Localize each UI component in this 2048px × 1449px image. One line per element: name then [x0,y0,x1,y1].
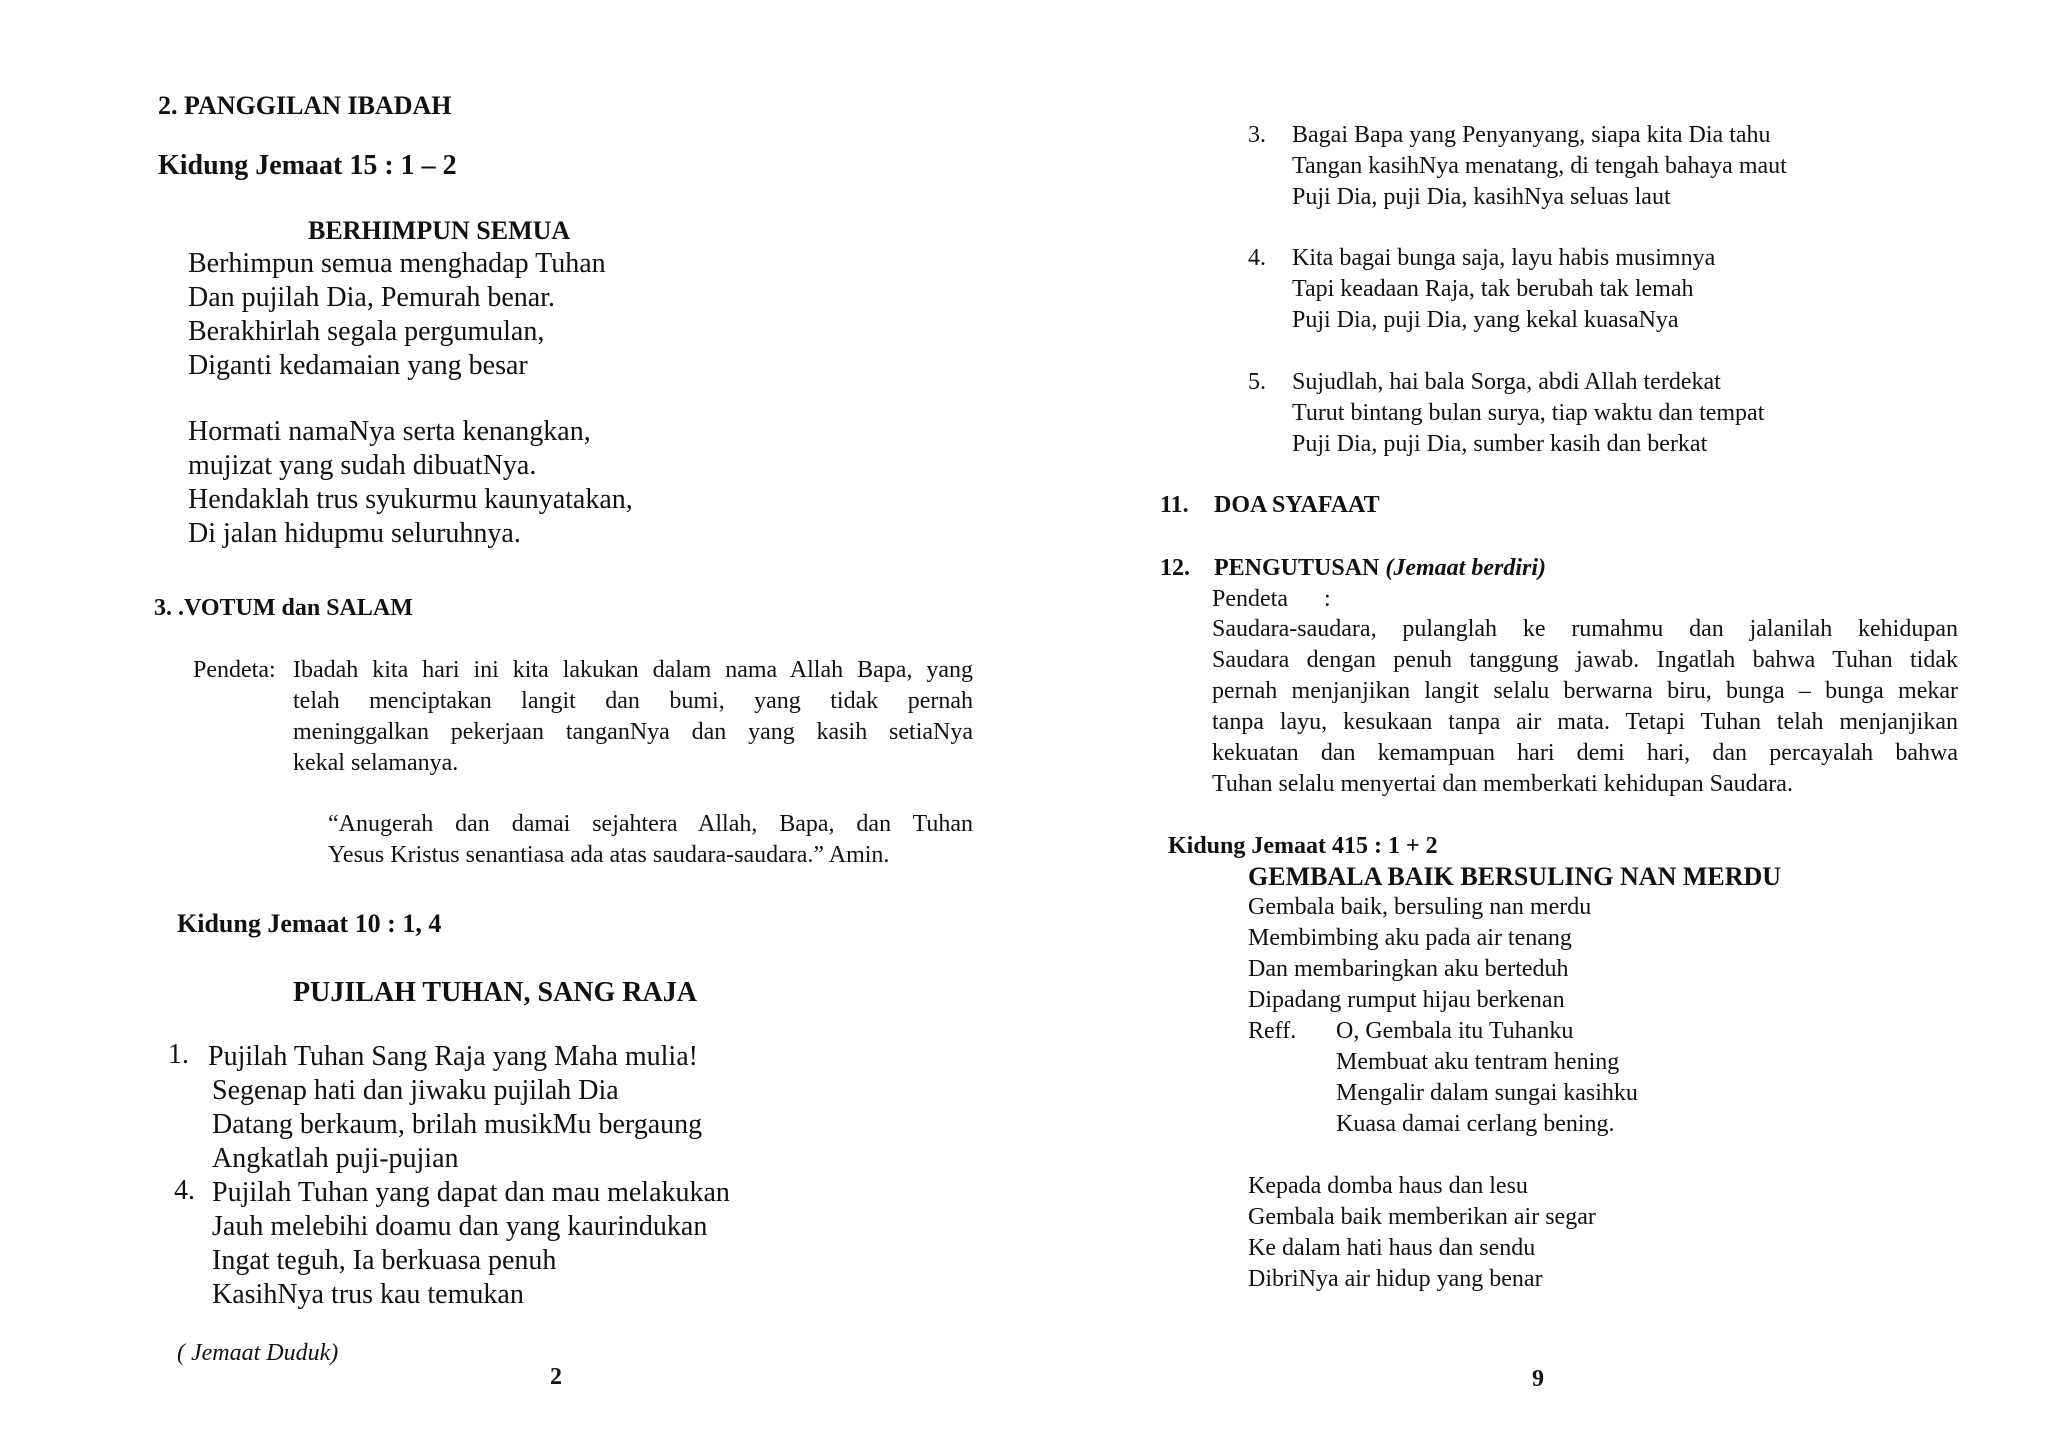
section-12-number: 12. [1160,555,1190,581]
kj10-reference: Kidung Jemaat 10 : 1, 4 [177,909,442,938]
lyric-line: O, Gembala itu Tuhanku [1336,1018,1574,1044]
section-2-heading: 2. PANGGILAN IBADAH [158,91,452,120]
pengutusan-line: Saudara dengan penuh tanggung jawab. Ingatlah bahwa Tuhan tidak [1212,647,1958,673]
lyric-line: Mengalir dalam sungai kasihku [1336,1080,1638,1106]
kj15-reference: Kidung Jemaat 15 : 1 – 2 [158,150,457,181]
salam-line: Yesus Kristus senantiasa ada atas saudara-saudara.” Amin. [328,842,890,868]
section-12-note: (Jemaat berdiri) [1385,555,1546,581]
kj415-verse-1 [1248,892,1591,1016]
kj415-verse-2 [1248,1171,1596,1295]
reff-label: Reff. [1248,1018,1297,1044]
kj10-verse-1-number: 1. [168,1039,189,1070]
lyric-line: Kuasa damai cerlang bening. [1336,1111,1615,1137]
lyric-line: Segenap hati dan jiwaku pujilah Dia [212,1075,619,1106]
section-12-heading [1214,553,1546,584]
salam-line: “Anugerah dan damai sejahtera Allah, Bapa, dan Tuhan [328,811,973,837]
jemaat-duduk-note: ( Jemaat Duduk) [177,1340,339,1366]
lyric-line: Di jalan hidupmu seluruhnya. [188,518,521,549]
kj10-verse-1 [208,1040,702,1176]
pendeta-label: Pendeta [1212,586,1288,612]
lyric-line: Angkatlah puji-pujian [212,1143,459,1174]
lyric-line: Gembala baik, bersuling nan merdu [1248,894,1592,920]
section-11-heading: DOA SYAFAAT [1214,492,1380,518]
pendeta-colon: : [1323,586,1331,612]
pengutusan-text [1212,614,1958,800]
lyric-line: Pujilah Tuhan yang dapat dan mau melakukan [212,1177,730,1208]
lyric-line: Kita bagai bunga saja, layu habis musimnya [1292,245,1716,271]
kj15-verse-2 [188,415,633,551]
kj15-song-title: BERHIMPUN SEMUA [308,216,571,245]
lyric-line: DibriNya air hidup yang benar [1248,1266,1543,1292]
kj10-verse-4 [212,1176,730,1312]
verse-4-number: 4. [1248,245,1266,271]
lyric-line: Membimbing aku pada air tenang [1248,925,1572,951]
verse-5-number: 5. [1248,369,1266,395]
votum-line: Ibadah kita hari ini kita lakukan dalam nama Allah Bapa, yang [293,657,973,683]
page-number-right: 9 [1532,1366,1544,1392]
pengutusan-line: kekuatan dan kemampuan hari demi hari, dan percayalah bahwa [1212,740,1958,766]
lyric-line: Membuat aku tentram hening [1336,1049,1620,1075]
kj10-verse-4-number: 4. [174,1175,195,1206]
lyric-line: Diganti kedamaian yang besar [188,350,528,381]
verse-4 [1292,243,1715,336]
lyric-line: Kepada domba haus dan lesu [1248,1173,1528,1199]
lyric-line: Hormati namaNya serta kenangkan, [188,416,591,447]
kj415-song-title: GEMBALA BAIK BERSULING NAN MERDU [1248,862,1782,891]
pengutusan-speaker [1212,584,1331,615]
lyric-line: Datang berkaum, brilah musikMu bergaung [212,1109,703,1140]
lyric-line: Tangan kasihNya menatang, di tengah bahaya maut [1292,153,1787,179]
votum-line: meninggalkan pekerjaan tanganNya dan yang kasih setiaNya [293,719,973,745]
votum-speaker-label: Pendeta: [193,657,276,683]
lyric-line: Jauh melebihi doamu dan yang kaurindukan [212,1211,708,1242]
lyric-line: Berakhirlah segala pergumulan, [188,316,545,347]
lyric-line: Puji Dia, puji Dia, sumber kasih dan berkat [1292,431,1708,457]
lyric-line: Ingat teguh, Ia berkuasa penuh [212,1245,557,1276]
lyric-line: Dan pujilah Dia, Pemurah benar. [188,282,556,313]
section-11-number: 11. [1160,492,1189,518]
verse-3 [1292,120,1787,213]
lyric-line: Bagai Bapa yang Penyanyang, siapa kita Dia tahu [1292,122,1771,148]
votum-text [293,655,973,779]
verse-3-number: 3. [1248,122,1266,148]
lyric-line: Ke dalam hati haus dan sendu [1248,1235,1536,1261]
lyric-line: Dipadang rumput hijau berkenan [1248,987,1565,1013]
lyric-line: Hendaklah trus syukurmu kaunyatakan, [188,484,633,515]
lyric-line: Berhimpun semua menghadap Tuhan [188,248,606,279]
lyric-line: Gembala baik memberikan air segar [1248,1204,1596,1230]
kj415-reference: Kidung Jemaat 415 : 1 + 2 [1168,833,1438,859]
lyric-line: Puji Dia, puji Dia, yang kekal kuasaNya [1292,307,1679,333]
kj10-song-title: PUJILAH TUHAN, SANG RAJA [293,977,697,1008]
page-number-left: 2 [550,1364,562,1390]
lyric-line: Turut bintang bulan surya, tiap waktu dan tempat [1292,400,1765,426]
lyric-line: Sujudlah, hai bala Sorga, abdi Allah terdekat [1292,369,1721,395]
reff-lyrics [1336,1016,1638,1140]
pengutusan-line: pernah menjanjikan langit selalu berwarna biru, bunga – bunga mekar [1212,678,1958,704]
lyric-line: KasihNya trus kau temukan [212,1279,524,1310]
verse-5 [1292,367,1764,460]
lyric-line: Tapi keadaan Raja, tak berubah tak lemah [1292,276,1694,302]
section-3-heading: 3. .VOTUM dan SALAM [154,595,413,621]
pengutusan-line: Tuhan selalu menyertai dan memberkati kehidupan Saudara. [1212,771,1793,797]
pengutusan-line: Saudara-saudara, pulanglah ke rumahmu dan jalanilah kehidupan [1212,616,1958,642]
lyric-line: Pujilah Tuhan Sang Raja yang Maha mulia! [208,1041,698,1072]
votum-line: telah menciptakan langit dan bumi, yang tidak pernah [293,688,973,714]
votum-line: kekal selamanya. [293,750,459,776]
pengutusan-line: tanpa layu, kesukaan tanpa air mata. Tetapi Tuhan telah menjanjikan [1212,709,1958,735]
salam-text [328,809,973,871]
lyric-line: mujizat yang sudah dibuatNya. [188,450,537,481]
section-12-title: PENGUTUSAN [1214,555,1380,581]
kj15-verse-1 [188,247,606,383]
lyric-line: Puji Dia, puji Dia, kasihNya seluas laut [1292,184,1671,210]
lyric-line: Dan membaringkan aku berteduh [1248,956,1569,982]
